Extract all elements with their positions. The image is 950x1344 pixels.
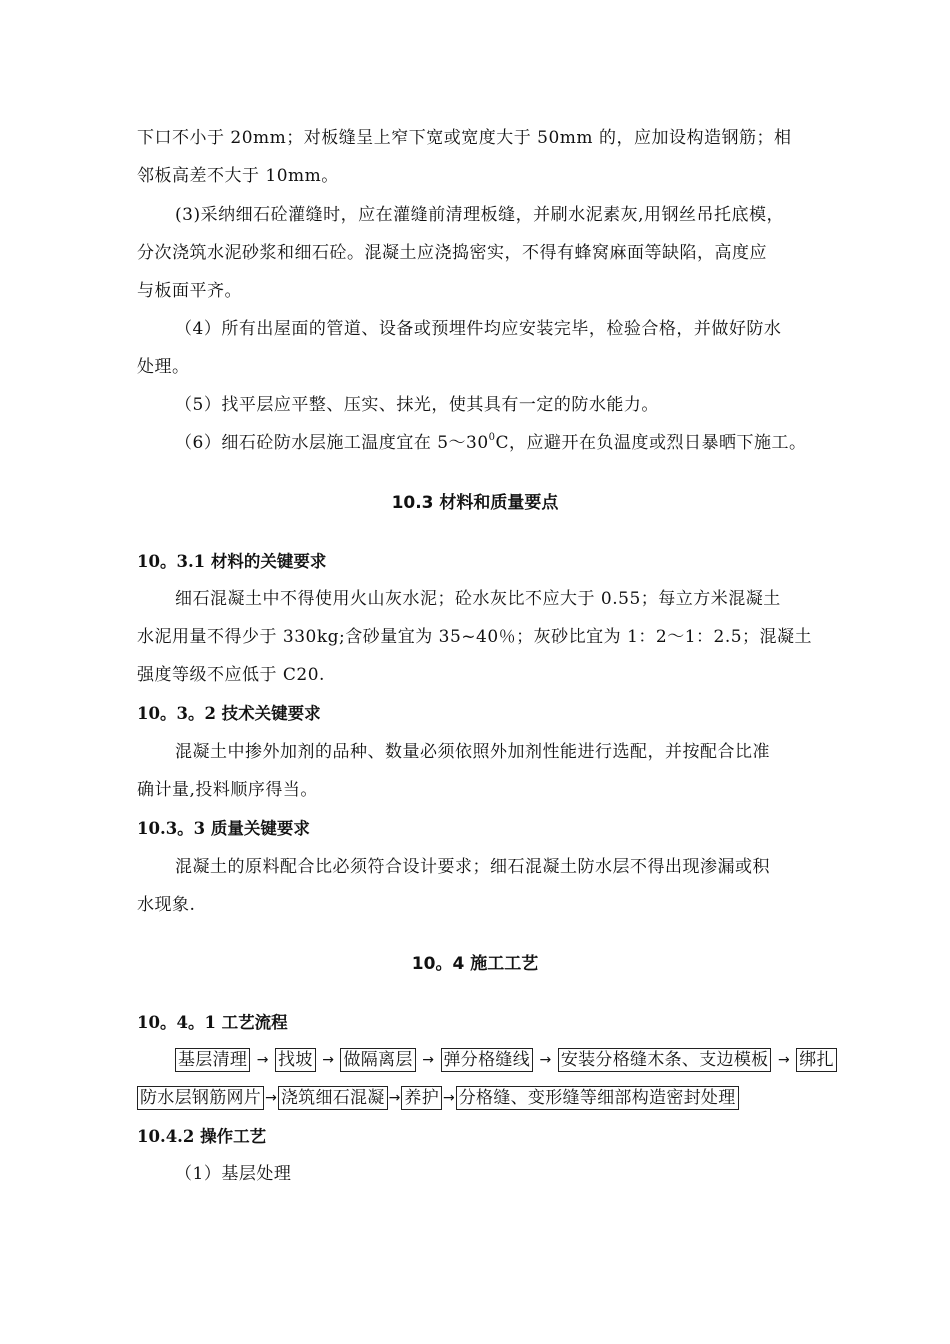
arrow-icon: →: [539, 1052, 552, 1068]
paragraph-line: 分次浇筑水泥砂浆和细石砼。混凝土应浇捣密实，不得有蜂窝麻面等缺陷，高度应: [137, 243, 767, 263]
flow-step: 养护: [401, 1086, 442, 1110]
arrow-icon: →: [443, 1090, 455, 1106]
flow-step: 弹分格缝线: [441, 1048, 534, 1072]
paragraph-line: （4）所有出屋面的管道、设备或预埋件均应安装完毕，检验合格，并做好防水: [175, 319, 782, 339]
flow-step: 找坡: [275, 1048, 316, 1072]
paragraph-line: [175, 424, 837, 462]
flow-step: 浇筑细石混凝: [278, 1086, 388, 1110]
subsection-heading: 10。3。2 技术关键要求: [137, 704, 321, 723]
paragraph-line: （5）找平层应平整、压实、抹光，使其具有一定的防水能力。: [175, 395, 659, 415]
arrow-icon: →: [256, 1052, 269, 1068]
flow-step: 绑扎: [796, 1048, 837, 1072]
process-flow-row-1: [175, 1047, 837, 1073]
flow-step: 做隔离层: [340, 1048, 415, 1072]
paragraph-line: 下口不小于 20mm；对板缝呈上窄下宽或宽度大于 50mm 的，应加设构造钢筋；相: [137, 128, 792, 148]
paragraph-line: 处理。: [137, 357, 190, 377]
flow-step: 分格缝、变形缝等细部构造密封处理: [456, 1086, 739, 1110]
text-span: C，应避开在负温度或烈日暴晒下施工。: [495, 433, 807, 453]
superscript: 0: [488, 432, 496, 443]
paragraph-line: （1）基层处理: [175, 1164, 292, 1184]
paragraph-line: 水泥用量不得少于 330kg;含砂量宜为 35~40％；灰砂比宜为 1：2～1：2.5；混凝土: [137, 627, 813, 647]
arrow-icon: →: [322, 1052, 334, 1068]
paragraph-line: 混凝土的原料配合比必须符合设计要求；细石混凝土防水层不得出现渗漏或积: [175, 857, 770, 877]
arrow-icon: →: [777, 1052, 790, 1068]
flow-step: 防水层钢筋网片: [137, 1086, 264, 1110]
arrow-icon: →: [388, 1090, 401, 1106]
paragraph-line: 水现象.: [137, 895, 196, 915]
text-span: （6）细石砼防水层施工温度宜在 5～30: [175, 433, 489, 453]
process-flow-row-2: [137, 1085, 837, 1111]
subsection-heading: 10.4.2 操作工艺: [137, 1127, 267, 1146]
paragraph-line: 与板面平齐。: [137, 281, 242, 301]
section-heading: 10.3 材料和质量要点: [391, 493, 559, 513]
subsection-heading: 10。3.1 材料的关键要求: [137, 552, 327, 571]
paragraph-line: (3)采纳细石砼灌缝时，应在灌缝前清理板缝，并刷水泥素灰,用钢丝吊托底模，: [175, 205, 784, 225]
paragraph-line: 确计量,投料顺序得当。: [137, 780, 318, 800]
paragraph-line: 混凝土中掺外加剂的品种、数量必须依照外加剂性能进行选配，并按配合比准: [175, 742, 770, 762]
paragraph-line: 细石混凝土中不得使用火山灰水泥；砼水灰比不应大于 0.55；每立方米混凝土: [175, 589, 781, 609]
section-heading: 10。4 施工工艺: [411, 954, 539, 974]
paragraph-line: 强度等级不应低于 C20.: [137, 665, 325, 685]
paragraph-line: 邻板高差不大于 10mm。: [137, 166, 339, 186]
arrow-icon: →: [422, 1052, 434, 1068]
subsection-heading: 10。4。1 工艺流程: [137, 1013, 288, 1032]
flow-step: 基层清理: [175, 1048, 250, 1072]
subsection-heading: 10.3。3 质量关键要求: [137, 819, 310, 838]
flow-step: 安装分格缝木条、支边模板: [558, 1048, 772, 1072]
arrow-icon: →: [265, 1090, 277, 1106]
